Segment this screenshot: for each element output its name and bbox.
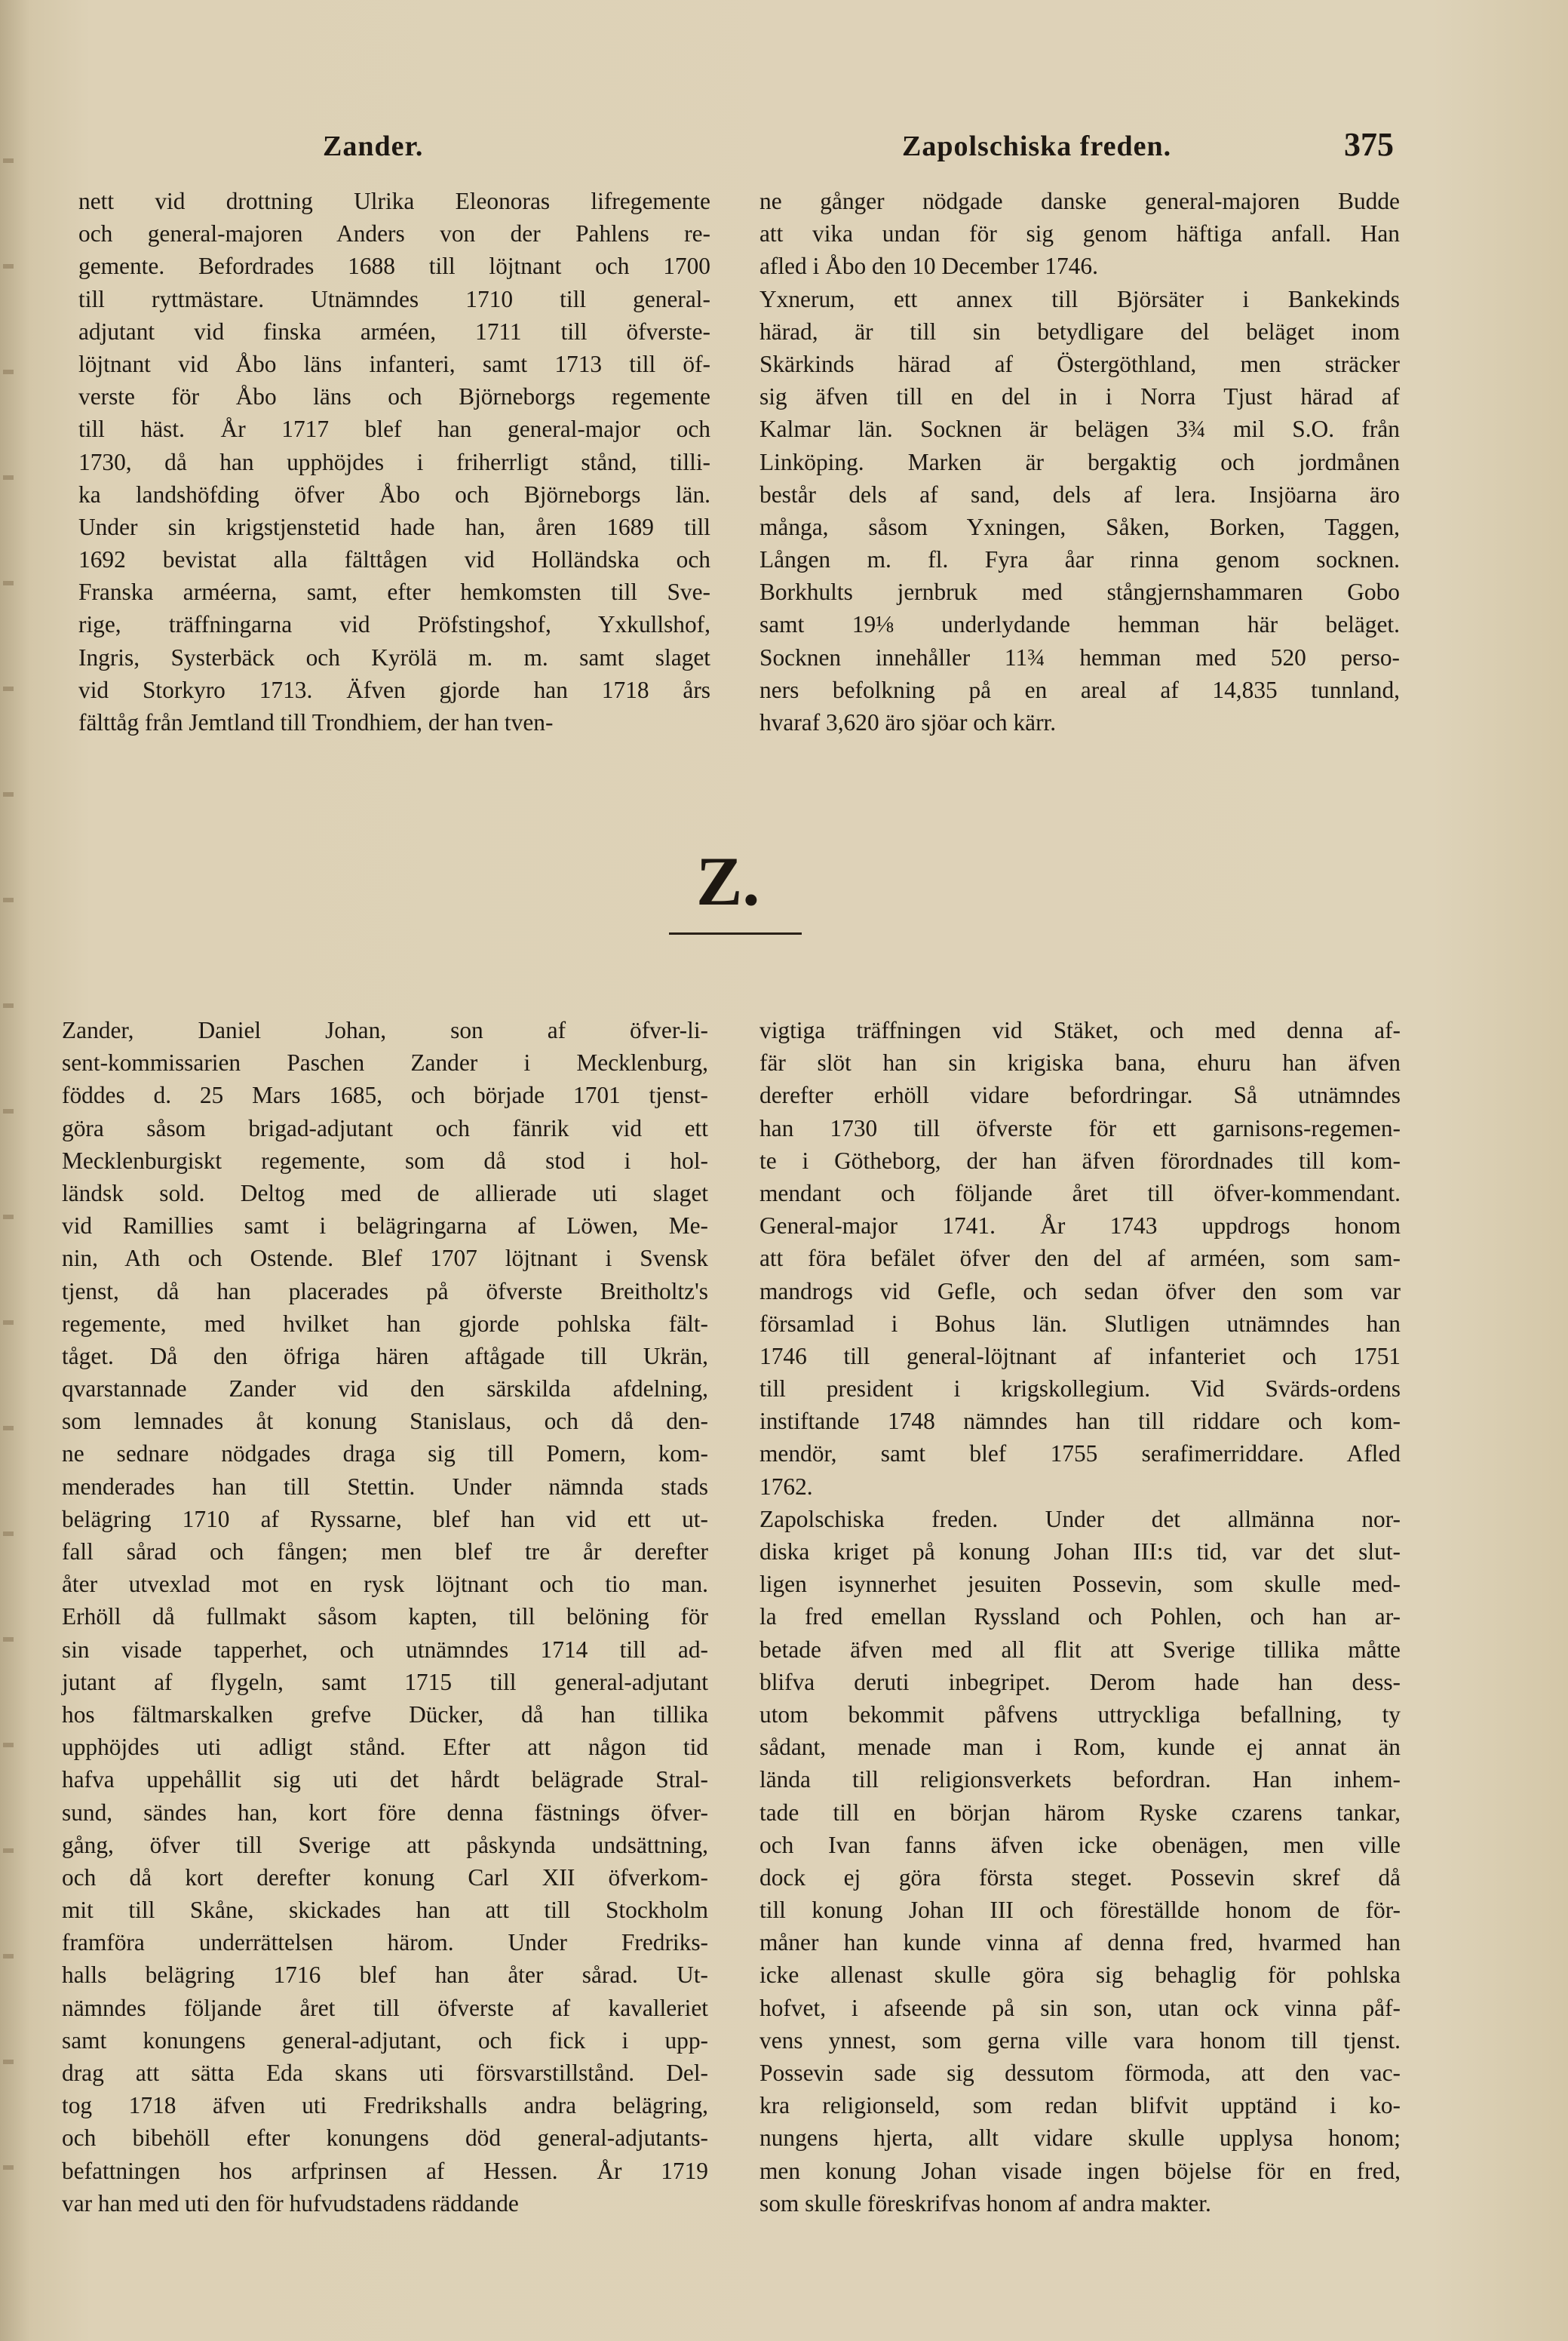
text-line: löjtnant vid Åbo läns infanteri, samt 1713 till öf- (78, 350, 710, 377)
text-line: Possevin sade sig dessutom förmoda, att den vac- (759, 2060, 1401, 2086)
text-line: sent-kommissarien Paschen Zander i Mecklenburg, (62, 1049, 708, 1077)
text-line: kra religionseld, som redan blifvit upptänd i ko- (759, 2092, 1401, 2119)
running-head-right: Zapolschiska freden. (902, 131, 1172, 162)
text-line: ne sednare nödgades draga sig till Pomern, kom- (62, 1440, 708, 1467)
text-line: Zapolschiska freden. Under det allmänna nor- (759, 1505, 1401, 1532)
column-top-left (78, 185, 710, 739)
text-line: 1746 till general-löjtnant af infanteriet och 1751 (759, 1342, 1401, 1369)
text-line: och då kort derefter konung Carl XII öfverkom- (62, 1863, 708, 1891)
text-line: General-major 1741. År 1743 uppdrogs honom (759, 1212, 1401, 1240)
text-line: många, såsom Yxningen, Såken, Borken, Taggen, (759, 513, 1400, 540)
text-line: halls belägring 1716 blef han åter sårad. Ut- (62, 1962, 708, 1989)
text-line: fälttåg från Jemtland till Trondhiem, der han tven- (78, 709, 554, 736)
text-line: sådant, menade man i Rom, kunde ej annat än (759, 1734, 1401, 1761)
text-line: härad, är till sin betydligare del beläget inom (759, 318, 1400, 345)
text-line: men konung Johan visade ingen böjelse för en fred, (759, 2157, 1401, 2184)
text-line: Kalmar län. Socknen är belägen 3¾ mil S.O. från (759, 416, 1400, 443)
text-line: vens ynnest, som gerna ville vara honom till tjenst. (759, 2026, 1401, 2054)
text-line: består dels af sand, dels af lera. Insjöarna äro (759, 481, 1400, 508)
text-line: upphöjdes uti adligt stånd. Efter att någon tid (62, 1734, 708, 1761)
column-bottom-left (62, 1014, 708, 2220)
text-line: regemente, med hvilket han gjorde pohlska fält- (62, 1310, 708, 1337)
text-line: icke allenast skulle göra sig behaglig för pohlska (759, 1962, 1401, 1989)
text-line: tjenst, då han placerades på öfverste Breitholtz's (62, 1277, 708, 1304)
text-line: te i Götheborg, der han äfven förordnades till kom- (759, 1147, 1401, 1174)
text-line: föddes d. 25 Mars 1685, och började 1701 tjenst- (62, 1082, 708, 1109)
text-line: och general-majoren Anders von der Pahlens re- (78, 220, 710, 247)
text-line: verste för Åbo läns och Björneborgs regemente (78, 383, 710, 410)
section-letter: Z. (696, 843, 760, 920)
text-line: nungens hjerta, allt vidare skulle upplysa honom; (759, 2124, 1401, 2152)
text-line: 1762. (759, 1473, 813, 1500)
section-rule (669, 932, 802, 935)
text-line: nett vid drottning Ulrika Eleonoras lifregemente (78, 188, 710, 214)
text-line: ligen isynnerhet jesuiten Possevin, som skulle med- (759, 1571, 1401, 1598)
text-line: var han med uti den för hufvudstadens räddande (62, 2189, 519, 2217)
text-line: hafva uppehållit sig uti det hårdt belägrade Stral- (62, 1766, 708, 1793)
text-line: sig äfven till en del in i Norra Tjust härad af (759, 383, 1400, 410)
text-line: fär slöt han sin krigiska bana, ehuru han äfven (759, 1049, 1401, 1077)
text-line: nin, Ath och Ostende. Blef 1707 löjtnant i Svensk (62, 1245, 708, 1272)
text-line: Under sin krigstjenstetid hade han, åren 1689 till (78, 513, 710, 540)
text-line: adjutant vid finska arméen, 1711 till öfverste- (78, 318, 710, 345)
text-line: ners befolkning på en areal af 14,835 tunnland, (759, 676, 1400, 703)
text-line: 1730, då han upphöjdes i friherrligt stånd, tilli- (78, 448, 710, 475)
text-line: betade äfven med all flit att Sverige tillika måtte (759, 1636, 1401, 1663)
text-line: Zander, Daniel Johan, son af öfver-li- (62, 1017, 708, 1043)
text-line: vigtiga träffningen vid Stäket, och med denna af- (759, 1017, 1401, 1043)
text-line: vid Ramillies samt i belägringarna af Löwen, Me- (62, 1212, 708, 1240)
text-line: och Ivan fanns äfven icke obenägen, men ville (759, 1831, 1401, 1858)
text-line: han 1730 till öfverste för ett garnisons-regemen- (759, 1114, 1401, 1141)
text-line: till president i krigskollegium. Vid Svärds-ordens (759, 1375, 1401, 1402)
text-line: belägring 1710 af Ryssarne, blef han vid ett ut- (62, 1505, 708, 1532)
text-line: ne gånger nödgade danske general-majoren Budde (759, 188, 1400, 214)
text-line: till ryttmästare. Utnämndes 1710 till general- (78, 285, 710, 312)
text-line: Erhöll då fullmakt såsom kapten, till belöning för (62, 1603, 708, 1630)
binding-edge (3, 113, 14, 2226)
text-line: tog 1718 äfven uti Fredrikshalls andra belägring, (62, 2092, 708, 2119)
text-line: utom bekommit påfvens uttryckliga befallning, ty (759, 1700, 1401, 1728)
column-top-right (759, 185, 1400, 739)
text-line: ka landshöfding öfver Åbo och Björneborgs län. (78, 481, 710, 508)
text-line: som skulle föreskrifvas honom af andra makter. (759, 2189, 1211, 2217)
text-line: göra såsom brigad-adjutant och fänrik vid ett (62, 1114, 708, 1141)
text-line: samt konungens general-adjutant, och fick i upp- (62, 2026, 708, 2054)
text-line: mandrogs vid Gefle, och sedan öfver den som var (759, 1277, 1401, 1304)
text-line: nämndes följande året till öfverste af kavalleriet (62, 1994, 708, 2021)
text-line: måner han kunde vinna af denna fred, hvarmed han (759, 1929, 1401, 1956)
text-line: Linköping. Marken är bergaktig och jordmånen (759, 448, 1400, 475)
text-line: Lången m. fl. Fyra åar rinna genom socknen. (759, 546, 1400, 573)
text-line: afled i Åbo den 10 December 1746. (759, 253, 1098, 280)
text-line: hos fältmarskalken grefve Dücker, då han tillika (62, 1700, 708, 1728)
text-line: Yxnerum, ett annex till Björsäter i Bankekinds (759, 285, 1400, 312)
text-line: hvaraf 3,620 äro sjöar och kärr. (759, 709, 1057, 736)
text-line: Franska arméerna, samt, efter hemkomsten till Sve- (78, 579, 710, 606)
running-head-left: Zander. (323, 131, 424, 162)
text-line: lända till religionsverkets befordran. Han inhem- (759, 1766, 1401, 1793)
text-line: dock ej göra första steget. Possevin skref då (759, 1863, 1401, 1891)
text-line: instiftande 1748 nämndes han till riddare och kom- (759, 1408, 1401, 1435)
text-line: menderades han till Stettin. Under nämnda stads (62, 1473, 708, 1500)
column-bottom-right (759, 1014, 1401, 2220)
text-line: derefter erhöll vidare befordringar. Så utnämndes (759, 1082, 1401, 1109)
text-line: sin visade tapperhet, och utnämndes 1714 till ad- (62, 1636, 708, 1663)
text-line: tade till en början härom Ryske czarens tankar, (759, 1799, 1401, 1826)
text-line: tåget. Då den öfriga hären aftågade till Ukrän, (62, 1342, 708, 1369)
text-line: befattningen hos arfprinsen af Hessen. År 1719 (62, 2157, 708, 2184)
text-line: ländsk sold. Deltog med de allierade uti slaget (62, 1179, 708, 1206)
text-line: församlad i Bohus län. Slutligen utnämndes han (759, 1310, 1401, 1337)
text-line: fall sårad och fången; men blef tre år derefter (62, 1538, 708, 1565)
text-line: blifva deruti inbegripet. Derom hade han dess- (759, 1668, 1401, 1695)
text-line: att föra befälet öfver den del af arméen, som sam- (759, 1245, 1401, 1272)
text-line: och bibehöll efter konungens död general-adjutants- (62, 2124, 708, 2152)
text-line: la fred emellan Ryssland och Pohlen, och han ar- (759, 1603, 1401, 1630)
text-line: mendör, samt blef 1755 serafimerriddare. Afled (759, 1440, 1401, 1467)
text-line: 1692 bevistat alla fälttågen vid Holländska och (78, 546, 710, 573)
text-line: diska kriget på konung Johan III:s tid, var det slut- (759, 1538, 1401, 1565)
text-line: som lemnades åt konung Stanislaus, och då den- (62, 1408, 708, 1435)
text-line: sund, sändes han, kort före denna fästnings öfver- (62, 1799, 708, 1826)
text-line: Ingris, Systerbäck och Kyrölä m. m. samt slaget (78, 644, 710, 671)
page-number: 375 (1344, 126, 1394, 163)
text-line: gemente. Befordrades 1688 till löjtnant och 1700 (78, 253, 710, 280)
text-line: drag att sätta Eda skans uti försvarstillstånd. Del- (62, 2060, 708, 2086)
text-line: samt 19⅛ underlydande hemman här beläget. (759, 611, 1400, 638)
text-line: mendant och följande året till öfver-kommendant. (759, 1179, 1401, 1206)
text-line: att vika undan för sig genom häftiga anfall. Han (759, 220, 1400, 247)
text-line: åter utvexlad mot en rysk löjtnant och tio man. (62, 1571, 708, 1598)
text-line: till häst. År 1717 blef han general-major och (78, 416, 710, 443)
text-line: vid Storkyro 1713. Äfven gjorde han 1718 års (78, 676, 710, 703)
text-line: gång, öfver till Sverige att påskynda undsättning, (62, 1831, 708, 1858)
text-line: jutant af flygeln, samt 1715 till general-adjutant (62, 1668, 708, 1695)
text-line: rige, träffningarna vid Pröfstingshof, Yxkullshof, (78, 611, 710, 638)
text-line: framföra underrättelsen härom. Under Fredriks- (62, 1929, 708, 1956)
text-line: Socknen innehåller 11¾ hemman med 520 perso- (759, 644, 1400, 671)
text-line: hofvet, i afseende på sin son, utan ock vinna påf- (759, 1994, 1401, 2021)
text-line: Borkhults jernbruk med stångjernshammaren Gobo (759, 579, 1400, 606)
text-line: Mecklenburgiskt regemente, som då stod i hol- (62, 1147, 708, 1174)
text-line: qvarstannade Zander vid den särskilda afdelning, (62, 1375, 708, 1402)
text-line: mit till Skåne, skickades han att till Stockholm (62, 1897, 708, 1924)
text-line: Skärkinds härad af Östergöthland, men sträcker (759, 350, 1400, 377)
text-line: till konung Johan III och föreställde honom de för- (759, 1897, 1401, 1924)
